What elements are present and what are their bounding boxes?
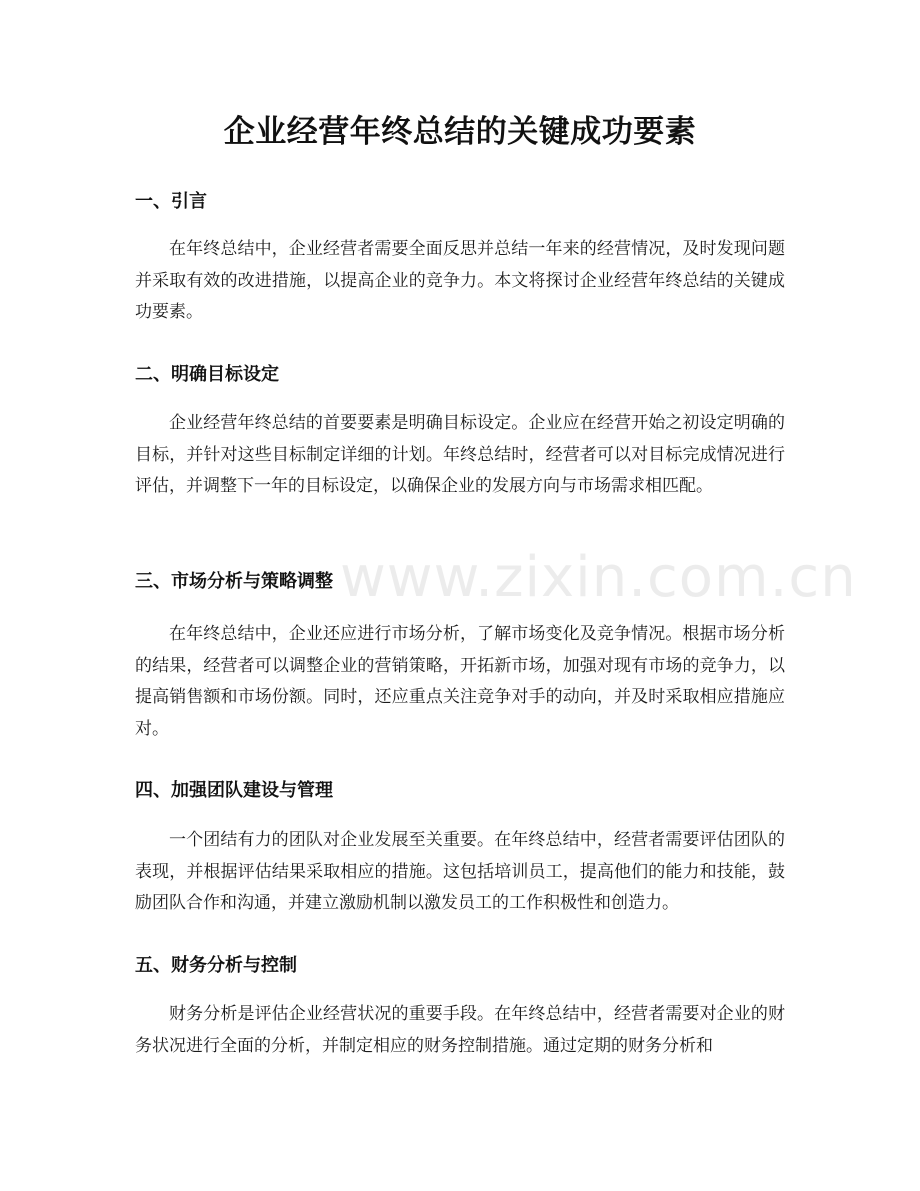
section-heading-team-building: 四、加强团队建设与管理 [135, 780, 333, 801]
section-body-financial-analysis: 财务分析是评估企业经营状况的重要手段。在年终总结中，经营者需要对企业的财务状况进行全面的分析，并制定相应的财务控制措施。通过定期的财务分析和 [135, 1004, 785, 1056]
watermark: www.zixin.com.cn [340, 545, 857, 610]
section-body-team-building: 一个团结有力的团队对企业发展至关重要。在年终总结中，经营者需要评估团队的表现，并根据评估结果采取相应的措施。这包括培训员工，提高他们的能力和技能，鼓励团队合作和沟通，并建立激励机制以激发员工的工作积极性和创造力。 [135, 830, 785, 913]
section-body-introduction: 在年终总结中，企业经营者需要全面反思并总结一年来的经营情况，及时发现问题并采取有效的改进措施，以提高企业的竞争力。本文将探讨企业经营年终总结的关键成功要素。 [135, 239, 785, 322]
document-title: 企业经营年终总结的关键成功要素 [223, 114, 697, 150]
section-heading-goal-setting: 二、明确目标设定 [135, 364, 279, 385]
section-heading-market-analysis: 三、市场分析与策略调整 [135, 571, 333, 592]
section-body-market-analysis: 在年终总结中，企业还应进行市场分析，了解市场变化及竞争情况。根据市场分析的结果，经营者可以调整企业的营销策略，开拓新市场，加强对现有市场的竞争力，以提高销售额和市场份额。同时，还应重点关注竞争对手的动向，并及时采取相应措施应对。 [135, 624, 785, 739]
section-body-goal-setting: 企业经营年终总结的首要要素是明确目标设定。企业应在经营开始之初设定明确的目标，并针对这些目标制定详细的计划。年终总结时，经营者可以对目标完成情况进行评估，并调整下一年的目标设定，以确保企业的发展方向与市场需求相匹配。 [135, 413, 785, 496]
section-heading-financial-analysis: 五、财务分析与控制 [135, 955, 297, 976]
section-heading-introduction: 一、引言 [135, 191, 207, 212]
